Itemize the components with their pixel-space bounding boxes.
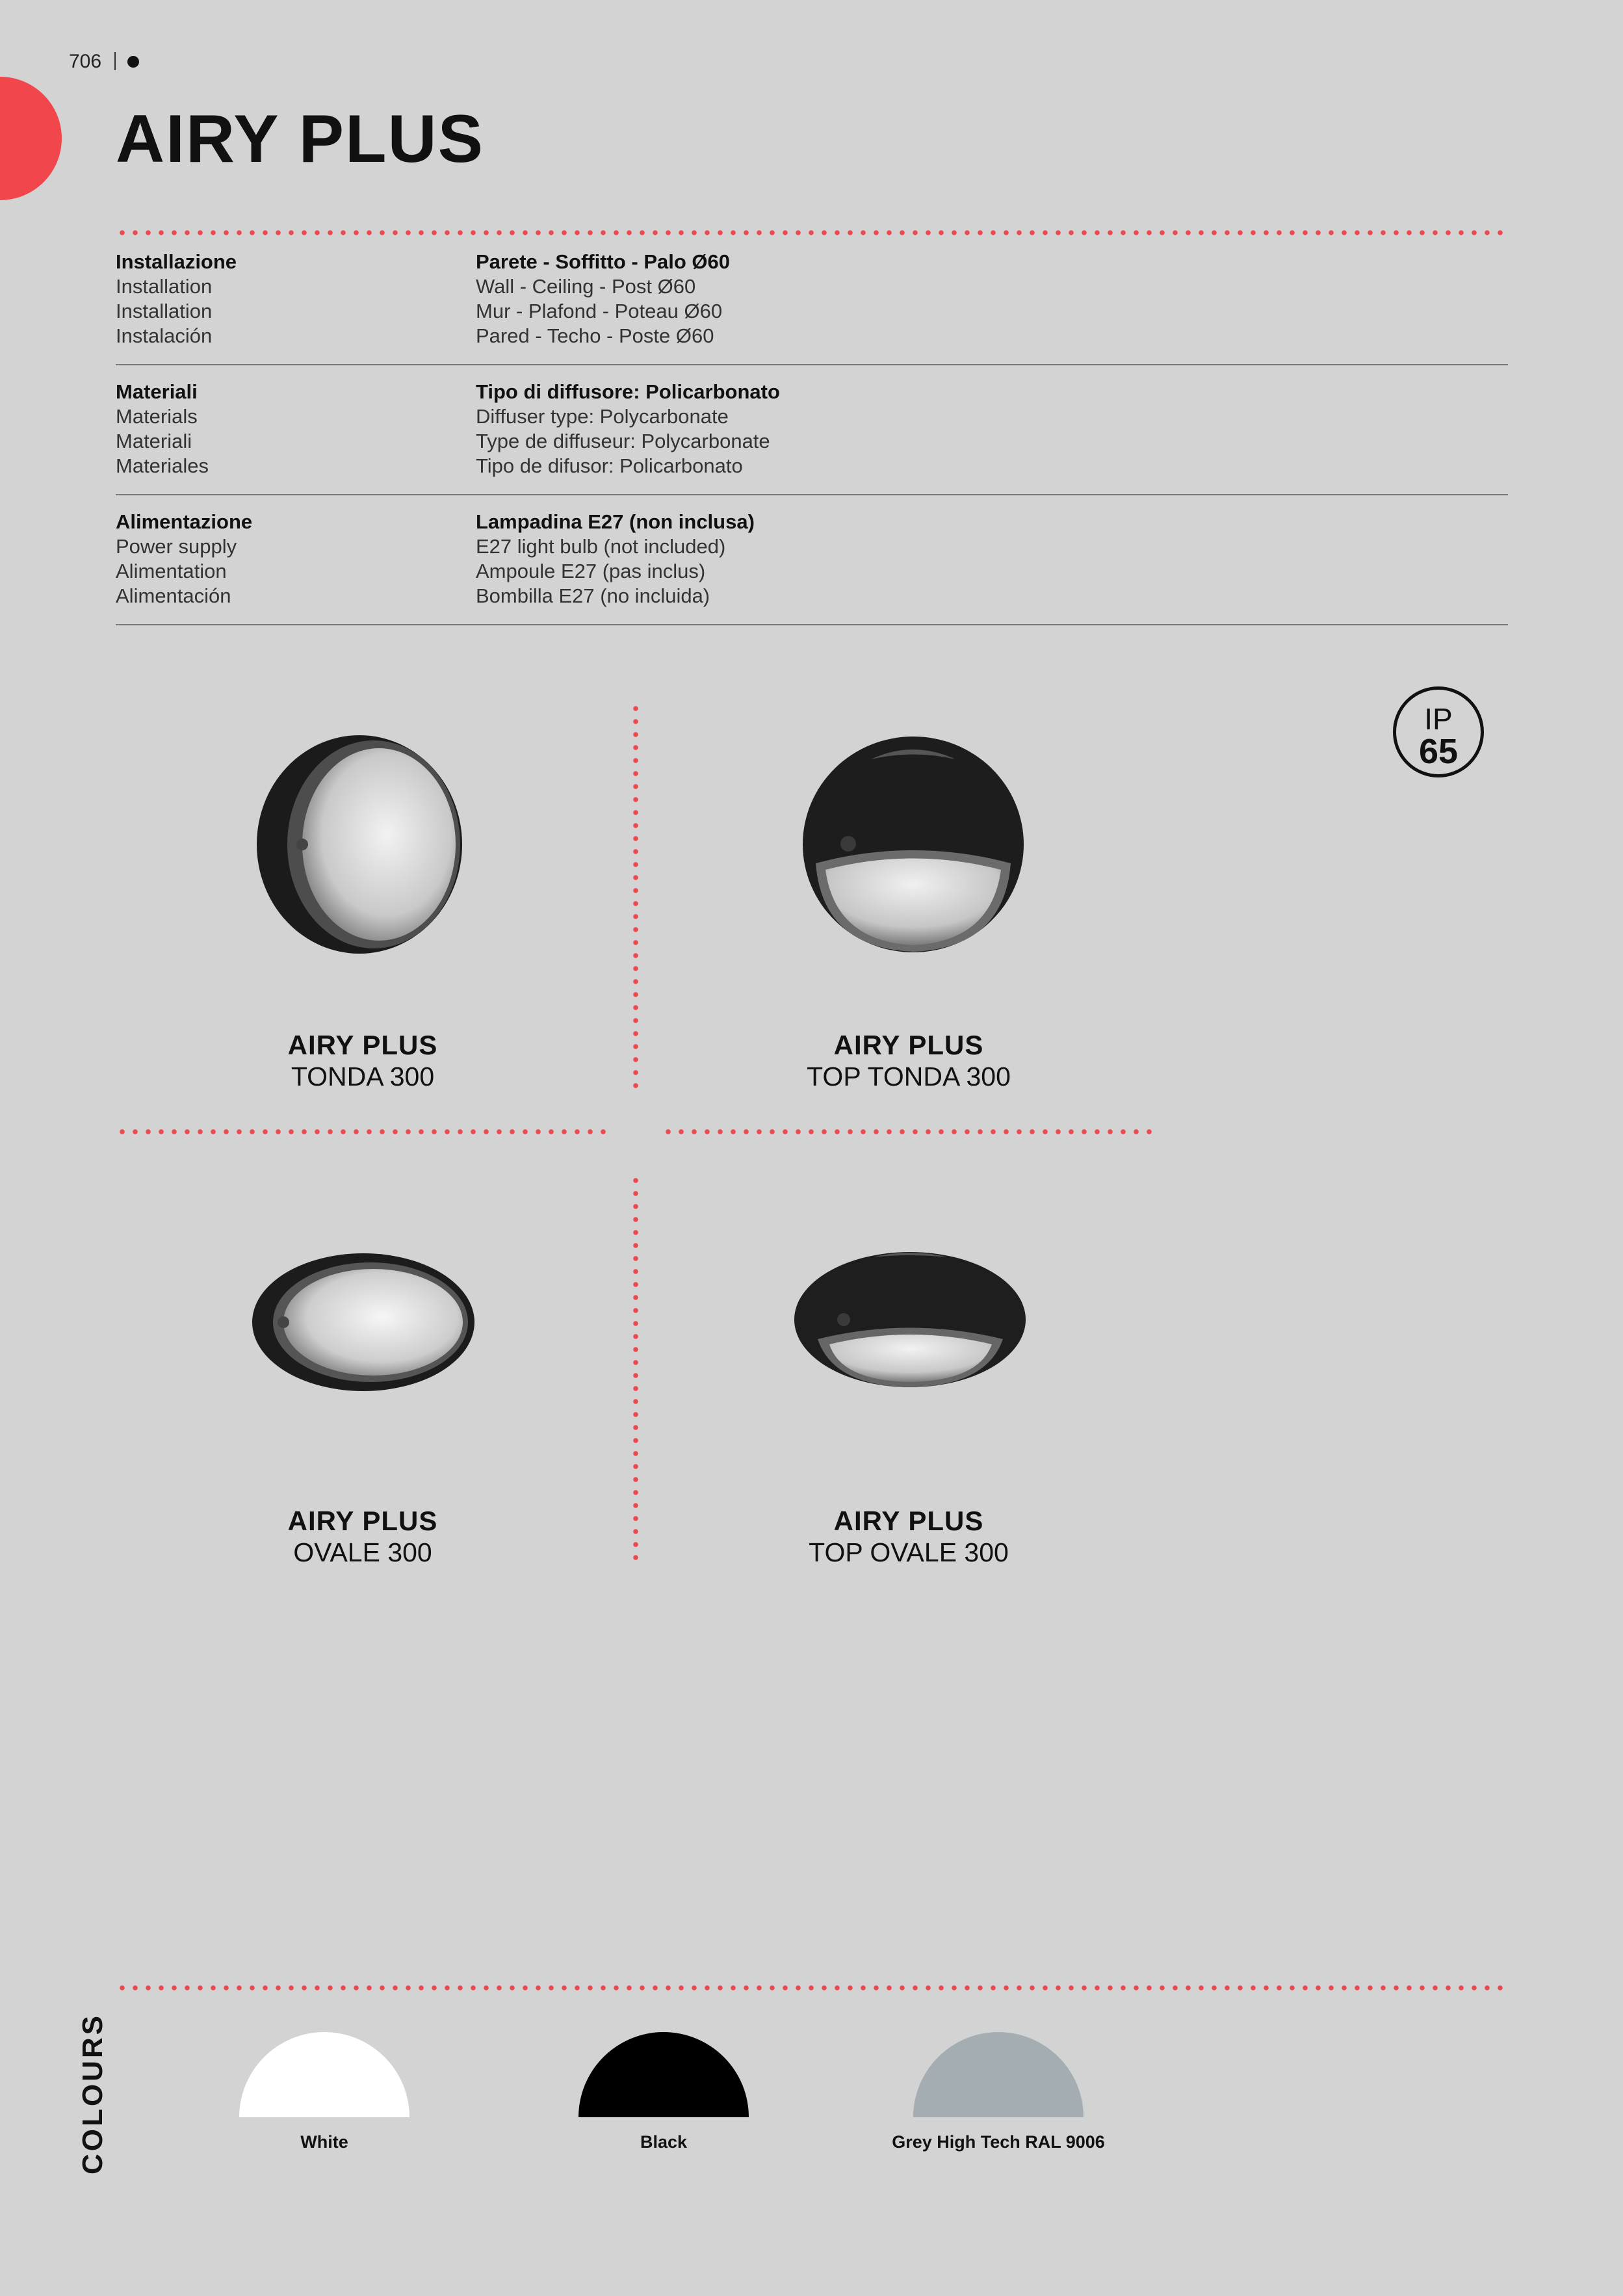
spec-value: Diffuser type: Polycarbonate — [476, 405, 729, 428]
product-family: AIRY PLUS — [287, 1030, 438, 1060]
spec-label: Installation — [116, 275, 213, 298]
product-family: AIRY PLUS — [833, 1506, 984, 1536]
spec-label: Materiales — [116, 454, 209, 477]
spec-values — [476, 380, 780, 478]
page-title: AIRY PLUS — [116, 101, 484, 177]
product-top-tonda-300 — [714, 1030, 1104, 1092]
swatch-label: Black — [640, 2132, 688, 2152]
product-model: TOP TONDA 300 — [807, 1062, 1011, 1091]
spec-value: Tipo de difusor: Policarbonato — [476, 454, 743, 477]
spec-label: Instalación — [116, 324, 213, 347]
spec-label: Materials — [116, 405, 198, 428]
spec-value: Bombilla E27 (no incluida) — [476, 584, 710, 607]
spec-label: Installazione — [116, 250, 237, 273]
product-top-ovale-300 — [714, 1506, 1104, 1568]
spec-label: Materiali — [116, 380, 198, 403]
oval-top-wall-light-icon — [792, 1248, 1028, 1391]
spec-label: Power supply — [116, 535, 237, 558]
product-tonda-300 — [168, 1030, 558, 1092]
dotted-divider-vertical — [633, 1174, 638, 1564]
product-model: OVALE 300 — [293, 1537, 432, 1567]
page-number-text: 706 — [69, 51, 102, 72]
swatch-label: Grey High Tech RAL 9006 — [892, 2132, 1105, 2152]
product-ovale-300 — [168, 1506, 558, 1568]
ip-label: IP — [1424, 702, 1453, 736]
dot-icon — [127, 56, 139, 68]
spec-labels — [116, 510, 252, 608]
spec-label: Alimentación — [116, 584, 231, 607]
product-model: TOP OVALE 300 — [809, 1537, 1009, 1567]
spec-table — [116, 235, 1508, 625]
swatch-label: White — [300, 2132, 348, 2152]
spec-labels — [116, 250, 237, 348]
spec-label: Installation — [116, 300, 213, 322]
swatch-black — [578, 2032, 749, 2117]
spec-label: Alimentazione — [116, 510, 253, 533]
spec-row-installation — [116, 235, 1508, 365]
round-wall-light-icon — [257, 733, 471, 956]
spec-values — [476, 250, 730, 348]
spec-value: Lampadina E27 (non inclusa) — [476, 510, 755, 533]
separator — [114, 52, 116, 70]
product-family: AIRY PLUS — [287, 1506, 438, 1536]
dotted-divider — [662, 1129, 1157, 1134]
swatch-grey-high-tech — [913, 2032, 1084, 2117]
spec-label: Alimentation — [116, 560, 227, 582]
spec-value: Mur - Plafond - Poteau Ø60 — [476, 300, 723, 322]
dotted-divider — [116, 230, 1508, 235]
swatch-white — [239, 2032, 409, 2117]
dotted-divider-vertical — [633, 702, 638, 1092]
colours-label: COLOURS — [77, 2013, 109, 2174]
spec-label: Materiali — [116, 430, 192, 452]
spec-row-materials — [116, 365, 1508, 495]
red-circle-decoration — [0, 77, 62, 200]
oval-wall-light-icon — [252, 1251, 474, 1394]
page-number — [69, 51, 139, 73]
spec-value: E27 light bulb (not included) — [476, 535, 726, 558]
dotted-divider — [116, 1985, 1508, 1990]
product-model: TONDA 300 — [291, 1062, 435, 1091]
product-family: AIRY PLUS — [833, 1030, 984, 1060]
ip-value: 65 — [1418, 732, 1459, 771]
round-top-wall-light-icon — [796, 733, 1030, 956]
spec-value: Type de diffuseur: Polycarbonate — [476, 430, 770, 452]
spec-value: Wall - Ceiling - Post Ø60 — [476, 275, 696, 298]
spec-row-power-supply — [116, 495, 1508, 625]
dotted-divider — [116, 1129, 611, 1134]
spec-value: Parete - Soffitto - Palo Ø60 — [476, 250, 731, 273]
spec-value: Pared - Techo - Poste Ø60 — [476, 324, 714, 347]
spec-value: Ampoule E27 (pas inclus) — [476, 560, 706, 582]
spec-value: Tipo di diffusore: Policarbonato — [476, 380, 780, 403]
spec-values — [476, 510, 755, 608]
spec-labels — [116, 380, 209, 478]
ip-rating-badge — [1393, 686, 1484, 777]
